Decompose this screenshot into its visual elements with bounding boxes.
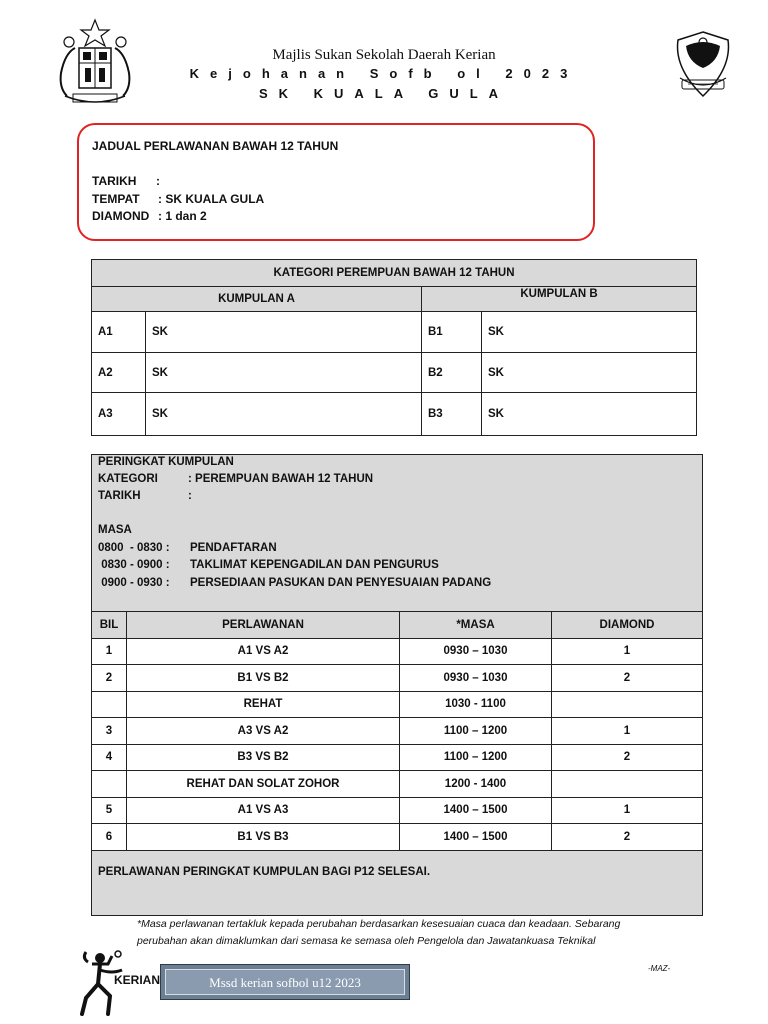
match-diamond — [552, 771, 703, 798]
match-bil: 4 — [92, 744, 127, 771]
col-header-masa: *MASA — [400, 612, 552, 639]
match-time: 1100 – 1200 — [400, 744, 552, 771]
kategori-value: : PEREMPUAN BAWAH 12 TAHUN — [188, 473, 374, 485]
group-code: B1 — [422, 312, 482, 353]
signature-text: -MAZ- — [648, 964, 671, 973]
tempat-label: TEMPAT — [92, 192, 140, 206]
col-header-perlawanan: PERLAWANAN — [127, 612, 400, 639]
col-header-bil: BIL — [92, 612, 127, 639]
match-bil — [92, 771, 127, 798]
match-teams: B1 VS B2 — [127, 665, 400, 692]
groups-table — [91, 259, 697, 436]
match-bil: 2 — [92, 665, 127, 692]
group-code: B2 — [422, 353, 482, 393]
match-teams: B3 VS B2 — [127, 744, 400, 771]
match-teams: REHAT — [127, 691, 400, 718]
match-time: 1400 – 1500 — [400, 797, 552, 824]
match-teams: B1 VS B3 — [127, 824, 400, 851]
match-bil: 6 — [92, 824, 127, 851]
diamond-label: DIAMOND — [92, 209, 150, 223]
match-bil: 1 — [92, 638, 127, 665]
masa-label: MASA — [98, 524, 132, 536]
col-header-diamond: DIAMOND — [552, 612, 703, 639]
banner-box — [160, 964, 410, 1000]
footer-note-line1: *Masa perlawanan tertakluk kepada perubahan berdasarkan kesesuaian cuaca dan keadaan. Sebarang — [137, 918, 621, 930]
time-slot: 0900 - 0930 : — [98, 577, 170, 589]
time-activity: TAKLIMAT KEPENGADILAN DAN PENGURUS — [190, 559, 439, 571]
school-name: SK — [482, 353, 697, 393]
match-teams: REHAT DAN SOLAT ZOHOR — [127, 771, 400, 798]
match-info-box — [77, 123, 595, 241]
diamond-value: : 1 dan 2 — [158, 209, 207, 223]
group-code: B3 — [422, 393, 482, 436]
info-title: JADUAL PERLAWANAN BAWAH 12 TAHUN — [92, 139, 339, 153]
tarikh-value: : — [188, 490, 192, 502]
table-row — [92, 718, 703, 745]
banner-text: Mssd kerian sofbol u12 2023 — [165, 969, 405, 995]
tarikh-label: TARIKH — [92, 174, 137, 188]
tempat-value: : SK KUALA GULA — [158, 192, 265, 206]
kerian-logo-text: KERIAN — [114, 973, 160, 987]
footer-note-line2: perubahan akan dimaklumkan dari semasa ke semasa oleh Pengelola dan Jawatankuasa Teknikal — [137, 935, 596, 947]
match-bil: 5 — [92, 797, 127, 824]
time-activity: PENDAFTARAN — [190, 542, 277, 554]
header-tournament-name: Kejohanan Sofb ol 2023 — [189, 66, 579, 81]
group-b-heading: KUMPULAN B — [422, 287, 697, 312]
header-council-name: Majlis Sukan Sekolah Daerah Kerian — [272, 47, 496, 63]
footer-note — [137, 916, 697, 950]
school-name: SK — [482, 393, 697, 436]
table-row — [92, 353, 697, 393]
category-heading: KATEGORI PEREMPUAN BAWAH 12 TAHUN — [92, 260, 697, 287]
tarikh-value: : — [156, 174, 160, 188]
match-teams: A3 VS A2 — [127, 718, 400, 745]
school-name: SK — [146, 353, 422, 393]
match-time: 1400 – 1500 — [400, 824, 552, 851]
time-slot: 0800 - 0830 : — [98, 542, 170, 554]
match-time: 1200 - 1400 — [400, 771, 552, 798]
kategori-label: KATEGORI — [98, 473, 158, 485]
match-diamond: 1 — [552, 797, 703, 824]
match-teams: A1 VS A3 — [127, 797, 400, 824]
table-row — [92, 393, 697, 436]
match-time: 0930 – 1030 — [400, 665, 552, 692]
table-row — [92, 797, 703, 824]
header-venue: SK KUALA GULA — [258, 86, 510, 101]
table-row — [92, 312, 697, 353]
match-diamond: 1 — [552, 638, 703, 665]
match-diamond: 2 — [552, 665, 703, 692]
kerian-softball-logo — [78, 948, 160, 1018]
school-name: SK — [482, 312, 697, 353]
match-diamond: 2 — [552, 824, 703, 851]
group-code: A2 — [92, 353, 146, 393]
stage-title: PERINGKAT KUMPULAN — [98, 456, 234, 468]
group-a-heading: KUMPULAN A — [92, 287, 422, 312]
school-name: SK — [146, 312, 422, 353]
match-teams: A1 VS A2 — [127, 638, 400, 665]
match-bil — [92, 691, 127, 718]
time-activity: PERSEDIAAN PASUKAN DAN PENYESUAIAN PADANG — [190, 577, 492, 589]
table-row — [92, 771, 703, 798]
time-slot: 0830 - 0900 : — [98, 559, 170, 571]
matches-table — [91, 611, 703, 851]
match-time: 1030 - 1100 — [400, 691, 552, 718]
closing-note: PERLAWANAN PERINGKAT KUMPULAN BAGI P12 SELESAI. — [98, 866, 431, 878]
match-diamond: 2 — [552, 744, 703, 771]
match-diamond: 1 — [552, 718, 703, 745]
match-time: 1100 – 1200 — [400, 718, 552, 745]
match-time: 0930 – 1030 — [400, 638, 552, 665]
table-row — [92, 638, 703, 665]
match-bil: 3 — [92, 718, 127, 745]
table-row — [92, 824, 703, 851]
group-code: A3 — [92, 393, 146, 436]
group-code: A1 — [92, 312, 146, 353]
tarikh-label: TARIKH — [98, 490, 141, 502]
table-row — [92, 665, 703, 692]
table-row — [92, 744, 703, 771]
school-name: SK — [146, 393, 422, 436]
table-row — [92, 691, 703, 718]
match-diamond — [552, 691, 703, 718]
